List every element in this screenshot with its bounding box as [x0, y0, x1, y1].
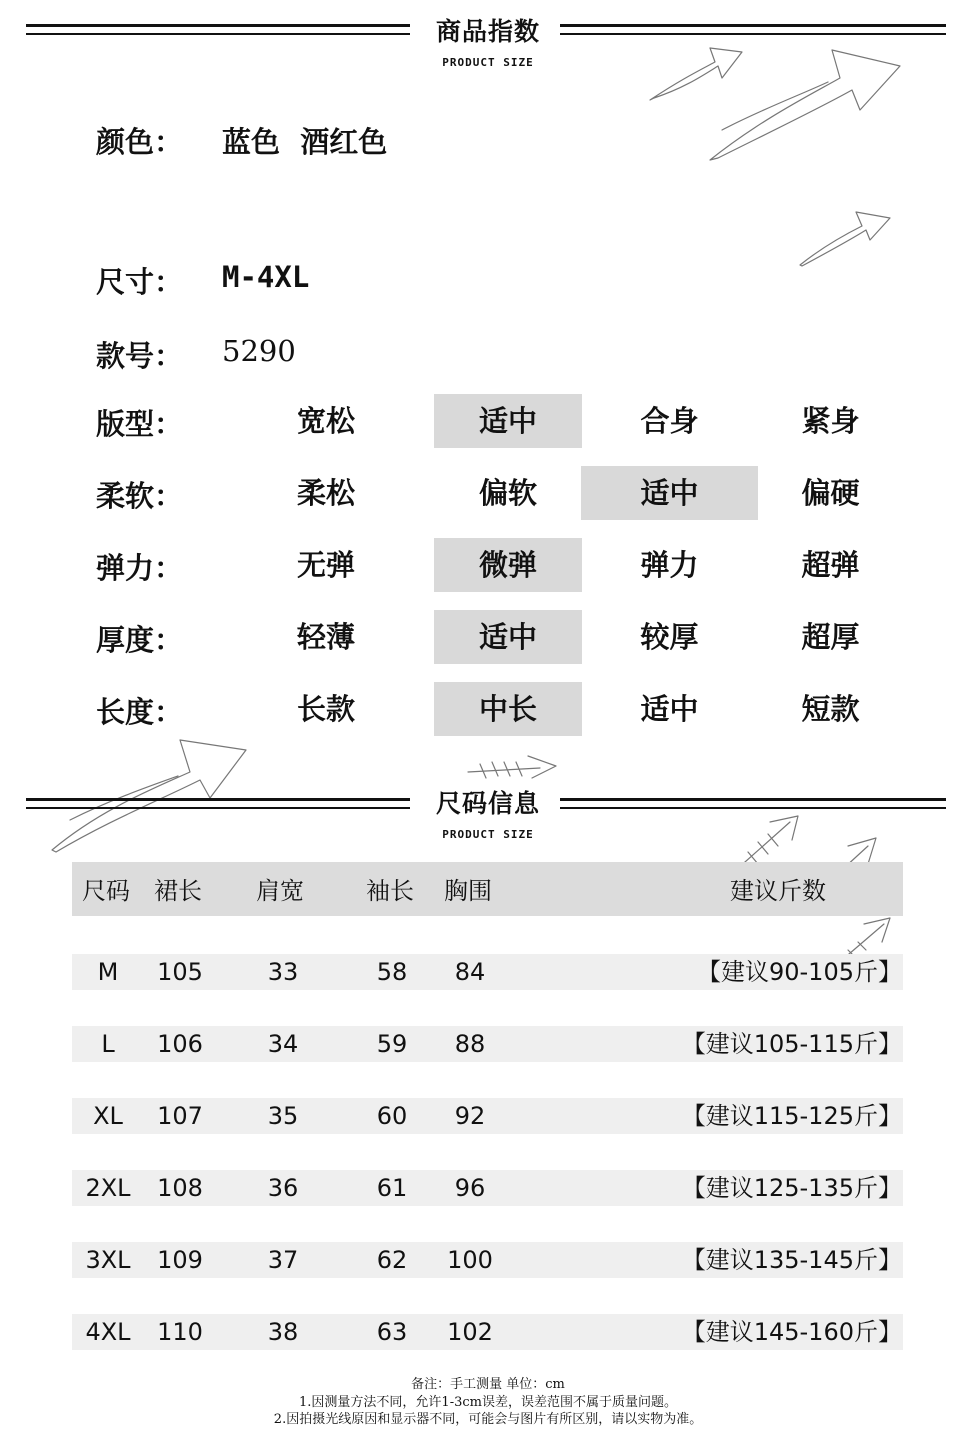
attribute-label: 弹力：	[96, 551, 184, 585]
table-cell: 102	[447, 1318, 493, 1346]
attribute-option-selected: 中长	[434, 682, 582, 736]
table-cell: 105	[157, 958, 203, 986]
table-cell: 107	[157, 1102, 203, 1130]
attribute-option-selected: 适中	[581, 466, 758, 520]
attribute-option: 较厚	[640, 620, 699, 654]
table-cell: 38	[267, 1318, 299, 1346]
header-rule	[560, 33, 946, 35]
attribute-label: 版型：	[96, 407, 184, 441]
style-no-value: 5290	[222, 334, 296, 368]
attribute-option: 紧身	[801, 404, 860, 438]
table-cell: 59	[376, 1030, 408, 1058]
section-subtitle: PRODUCT SIZE	[442, 828, 534, 841]
table-cell-recommendation: 【建议125-135斤】	[681, 1174, 902, 1202]
header-rule	[560, 798, 946, 801]
table-cell: 92	[454, 1102, 486, 1130]
table-cell: 3XL	[85, 1246, 131, 1274]
section-title: 商品指数	[435, 17, 540, 46]
table-cell: 4XL	[85, 1318, 131, 1346]
section-subtitle: PRODUCT SIZE	[442, 56, 534, 69]
table-cell: 58	[376, 958, 408, 986]
attribute-option-selected: 微弹	[434, 538, 582, 592]
attribute-option-selected: 适中	[434, 610, 582, 664]
table-cell-recommendation: 【建议105-115斤】	[681, 1030, 902, 1058]
table-cell: 109	[157, 1246, 203, 1274]
attribute-option: 偏软	[478, 476, 537, 510]
table-cell: 100	[447, 1246, 493, 1274]
attribute-option: 合身	[640, 404, 699, 438]
header-rule	[26, 24, 410, 27]
table-cell: 108	[157, 1174, 203, 1202]
attribute-option: 长款	[296, 692, 355, 726]
attribute-option-selected: 适中	[434, 394, 582, 448]
table-cell: M	[97, 958, 119, 986]
attribute-option: 弹力	[640, 548, 699, 582]
table-cell: 36	[267, 1174, 299, 1202]
table-cell: 35	[267, 1102, 299, 1130]
table-header-weight: 建议斤数	[730, 877, 826, 905]
attribute-option: 超厚	[801, 620, 860, 654]
table-cell: 2XL	[85, 1174, 131, 1202]
table-cell: 61	[376, 1174, 408, 1202]
attribute-option: 轻薄	[296, 620, 355, 654]
section-title: 尺码信息	[435, 789, 540, 818]
table-cell: 84	[454, 958, 486, 986]
header-rule	[26, 807, 410, 809]
attribute-option: 宽松	[296, 404, 355, 438]
table-cell-recommendation: 【建议135-145斤】	[681, 1246, 902, 1274]
attribute-label: 长度：	[96, 695, 184, 729]
table-header-length: 裙长	[154, 877, 202, 905]
style-no-label: 款号：	[96, 339, 184, 373]
table-cell-recommendation: 【建议90-105斤】	[696, 958, 902, 986]
color-value: 蓝色 酒红色	[222, 125, 388, 159]
table-cell: L	[101, 1030, 115, 1058]
table-cell-recommendation: 【建议115-125斤】	[681, 1102, 902, 1130]
table-cell: 106	[157, 1030, 203, 1058]
attribute-label: 柔软：	[96, 479, 184, 513]
attribute-label: 厚度：	[96, 623, 184, 657]
attribute-option: 短款	[801, 692, 860, 726]
table-cell: 34	[267, 1030, 299, 1058]
header-rule	[26, 33, 410, 35]
table-cell: 88	[454, 1030, 486, 1058]
table-cell: 60	[376, 1102, 408, 1130]
table-header-shoulder: 肩宽	[256, 877, 304, 905]
attribute-option: 适中	[640, 692, 699, 726]
table-cell: 37	[267, 1246, 299, 1274]
table-cell: 33	[267, 958, 299, 986]
attribute-option: 偏硬	[801, 476, 860, 510]
note-line: 2.因拍摄光线原因和显示器不同，可能会与图片有所区别，请以实物为准。	[273, 1412, 703, 1427]
note-line: 备注：手工测量 单位：cm	[411, 1377, 565, 1392]
size-label: 尺寸：	[96, 265, 184, 299]
header-rule	[26, 798, 410, 801]
table-cell: 63	[376, 1318, 408, 1346]
header-rule	[560, 24, 946, 27]
note-line: 1.因测量方法不同，允许1-3cm误差，误差范围不属于质量问题。	[299, 1395, 677, 1410]
table-cell: XL	[93, 1102, 123, 1130]
table-cell: 62	[376, 1246, 408, 1274]
color-label: 颜色：	[96, 125, 184, 159]
table-cell: 96	[454, 1174, 486, 1202]
header-rule	[560, 807, 946, 809]
table-header-size: 尺码	[82, 877, 130, 905]
table-header-bust: 胸围	[444, 877, 492, 905]
size-value: M-4XL	[222, 260, 310, 294]
table-cell-recommendation: 【建议145-160斤】	[681, 1318, 902, 1346]
table-header-sleeve: 袖长	[366, 877, 414, 905]
attribute-option: 超弹	[801, 548, 860, 582]
attribute-option: 柔松	[296, 476, 355, 510]
table-cell: 110	[157, 1318, 203, 1346]
attribute-option: 无弹	[296, 548, 355, 582]
